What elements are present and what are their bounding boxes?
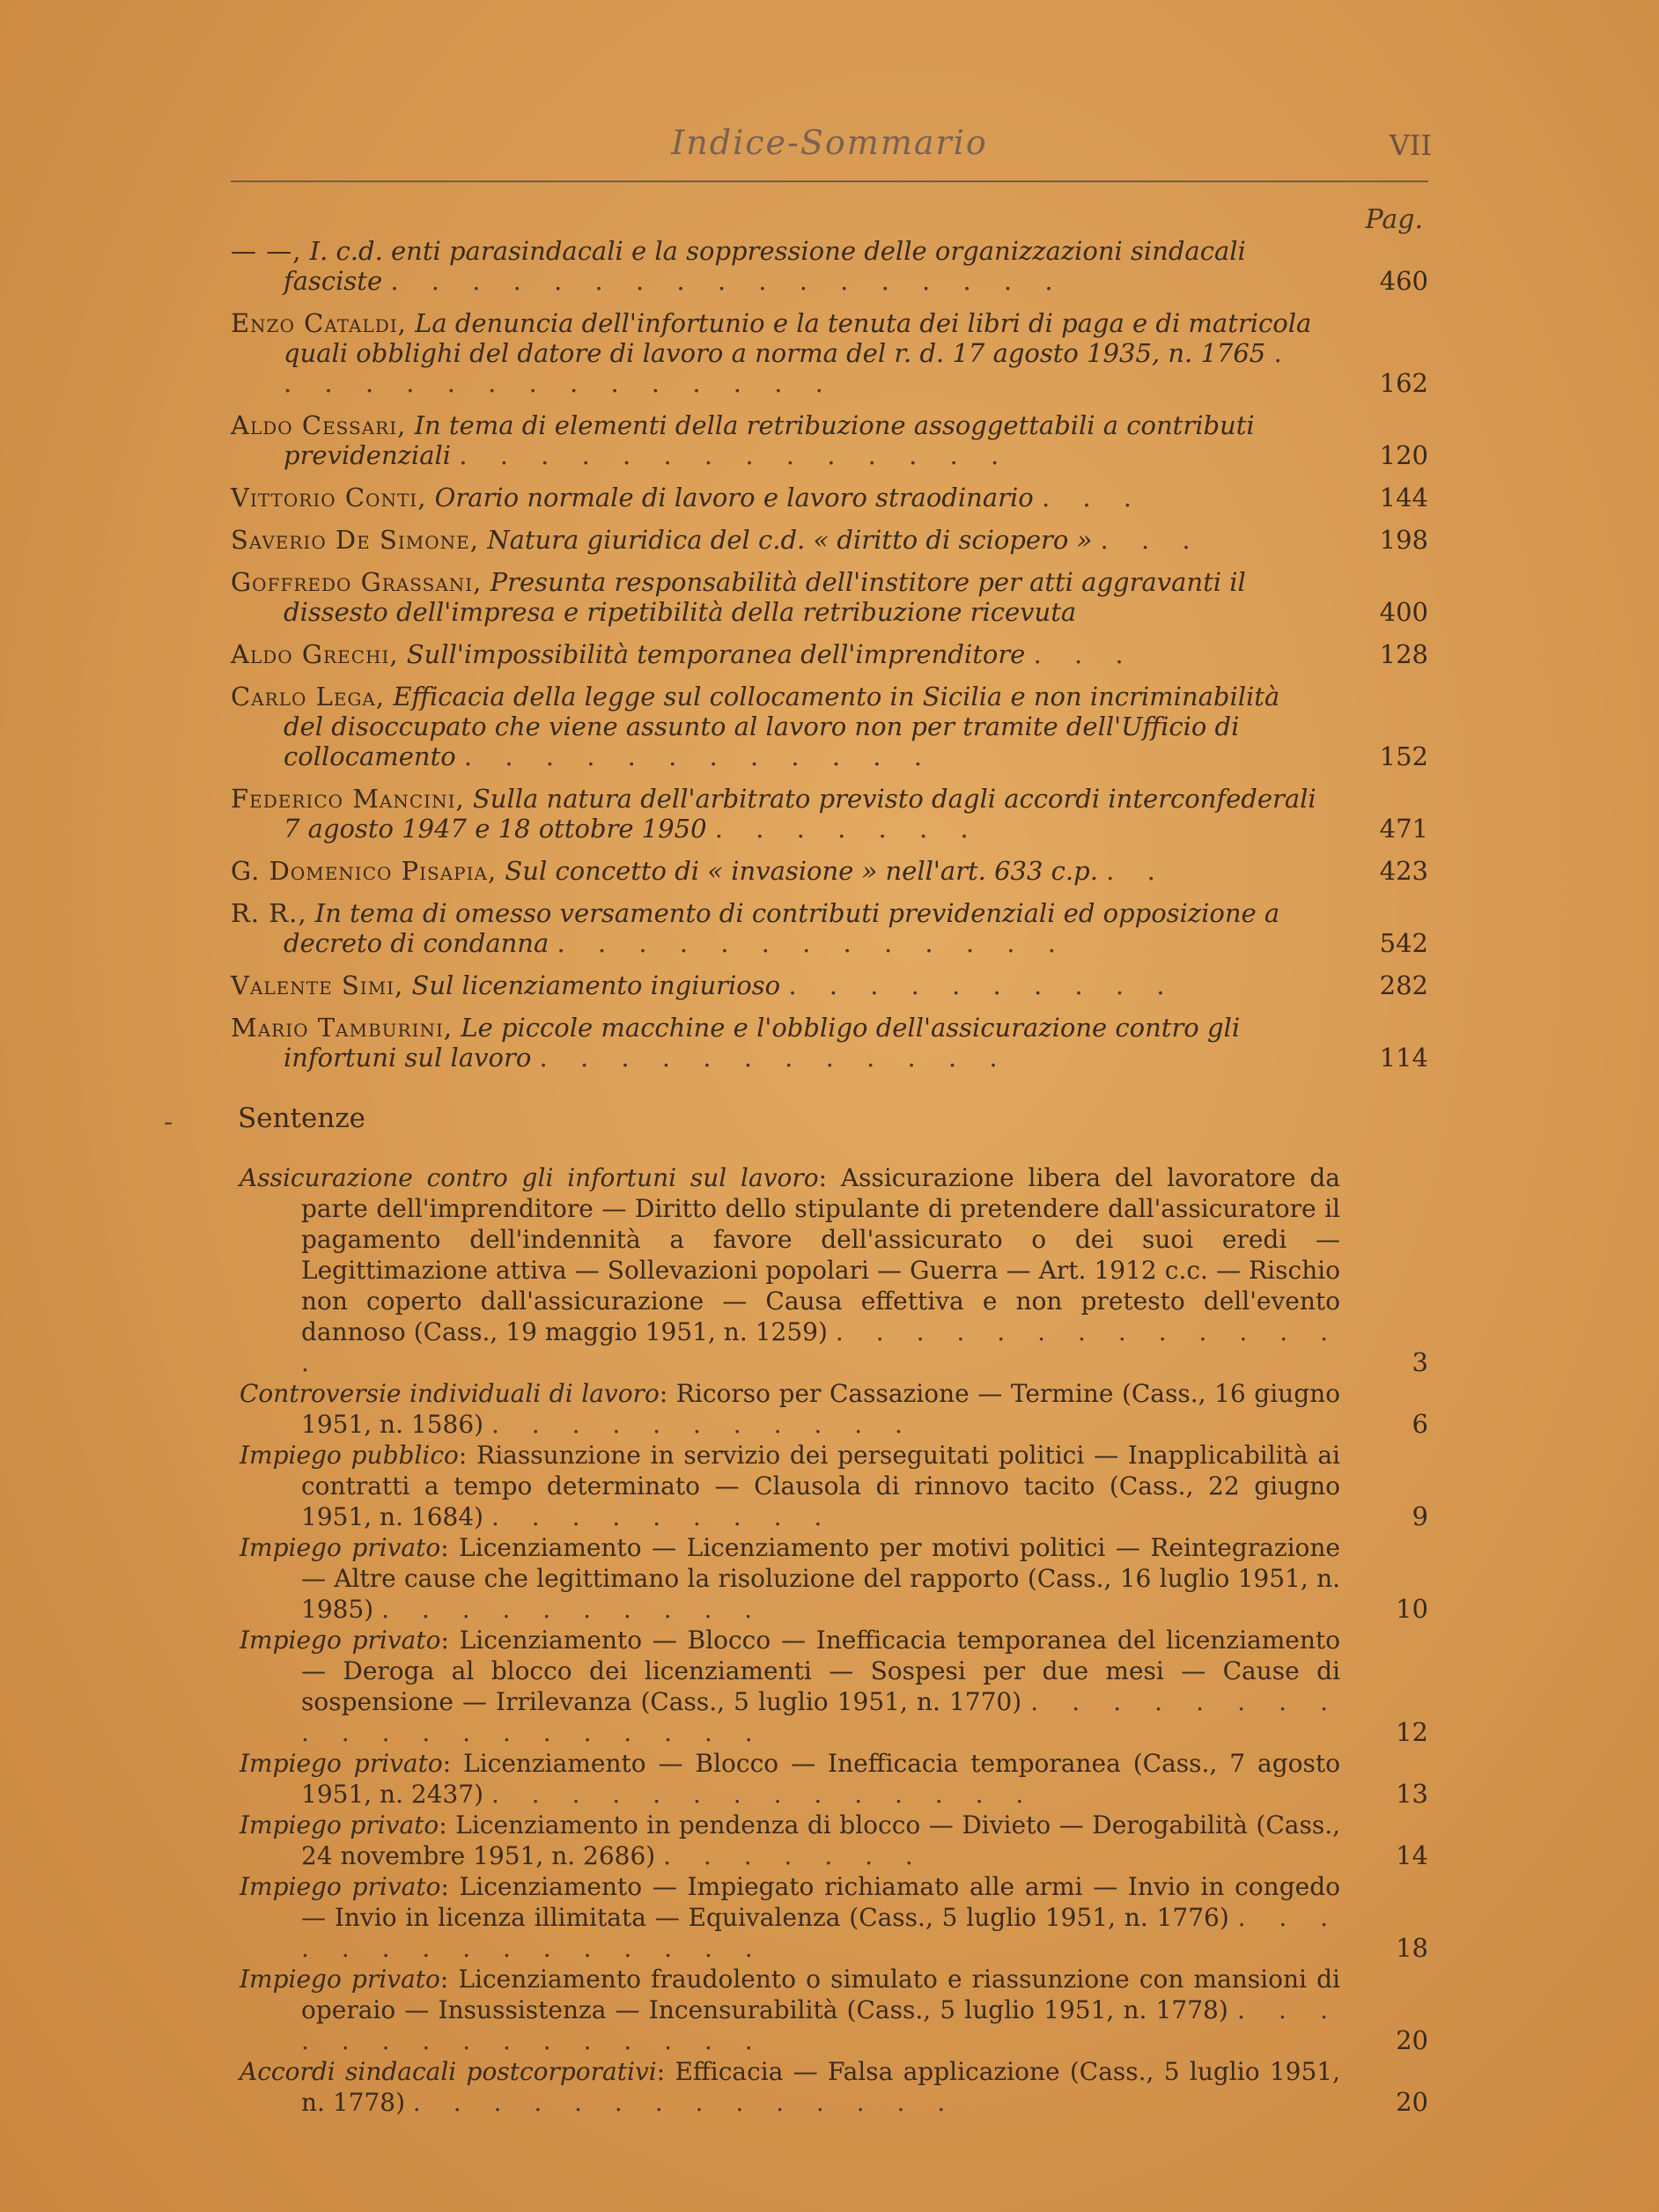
article-author: Valente Simi, bbox=[231, 970, 404, 1000]
articles-list bbox=[231, 236, 1428, 1085]
sentence-page: 13 bbox=[1396, 1779, 1428, 1809]
sentence-subject: Assicurazione contro gli infortuni sul lavoro bbox=[240, 1163, 819, 1192]
article-title: Orario normale di lavoro e lavoro straodinario bbox=[434, 483, 1034, 512]
header-rule bbox=[231, 181, 1428, 182]
article-page: 471 bbox=[1379, 814, 1428, 844]
sentence-subject: Impiego privato bbox=[240, 1749, 443, 1778]
article-author: Saverio De Simone, bbox=[231, 525, 479, 555]
article-title: Sulla natura dell'arbitrato previsto dagli accordi interconfederali 7 agosto 1947 e 18 ottobre 1950 bbox=[284, 784, 1316, 844]
article-entry: — —, I. c.d. enti parasindacali e la soppressione delle organizzazioni sindacali fasciste . . . . . . . . . . . . . . . . . 460 bbox=[231, 236, 1428, 296]
article-title: Natura giuridica del c.d. « diritto di sciopero » bbox=[487, 525, 1093, 555]
article-page: 144 bbox=[1379, 483, 1428, 512]
sentence-text: : Licenziamento fraudolento o simulato e riassunzione con mansioni di operaio — Insussistenza — Incensurabilità (Cass., 5 luglio 1951, n. 1778) bbox=[301, 1965, 1340, 2024]
sentence-text: : Licenziamento in pendenza di blocco — Divieto — Derogabilità (Cass., 24 novembre 1951, n. 2686) bbox=[301, 1810, 1340, 1870]
sentence-text: : Licenziamento — Impiegato richiamato alle armi — Invio in congedo — Invio in licenza illimitata — Equivalenza (Cass., 5 luglio 1951, n. 1776) bbox=[301, 1872, 1340, 1932]
article-page: 423 bbox=[1379, 856, 1428, 886]
article-page: 128 bbox=[1379, 639, 1428, 669]
article-page: 460 bbox=[1379, 266, 1428, 296]
sentence-subject: Controversie individuali di lavoro bbox=[240, 1379, 660, 1408]
article-title: Sul concetto di « invasione » nell'art. 633 c.p. bbox=[505, 856, 1098, 886]
sentence-text: : Riassunzione in servizio dei perseguitati politici — Inapplicabilità ai contratti a tempo determinato — Clausola di rinnovo tacito (Cass., 22 giugno 1951, n. 1684) bbox=[301, 1441, 1340, 1531]
article-author: Enzo Cataldi, bbox=[231, 308, 407, 338]
article-entry: Carlo Lega, Efficacia della legge sul collocamento in Sicilia e non incriminabilità del disoccupato che viene assunto al lavoro non per tramite dell'Ufficio di collocamento . . . . . . . . . . . . 152 bbox=[231, 682, 1428, 771]
article-title: La denuncia dell'infortunio e la tenuta dei libri di paga e di matricola quali obblighi del datore di lavoro a norma del r. d. 17 agosto 1935, n. 1765 bbox=[284, 308, 1312, 368]
sentence-page: 14 bbox=[1396, 1840, 1428, 1870]
sentence-entry: Accordi sindacali postcorporativi: Efficacia — Falsa applicazione (Cass., 5 luglio 1951, n. 1778) . . . . . . . . . . . . . . 20 bbox=[240, 2057, 1428, 2117]
sentence-subject: Impiego pubblico bbox=[240, 1441, 459, 1470]
sentence-subject: Impiego privato bbox=[240, 1626, 441, 1655]
article-title: Efficacia della legge sul collocamento in Sicilia e non incriminabilità del disoccupato che viene assunto al lavoro non per tramite dell'Ufficio di collocamento bbox=[284, 682, 1280, 771]
sentences-list bbox=[231, 1162, 1428, 2118]
sentence-page: 18 bbox=[1396, 1933, 1428, 1963]
article-title: I. c.d. enti parasindacali e la soppressione delle organizzazioni sindacali fasciste bbox=[284, 236, 1246, 296]
article-page: 400 bbox=[1379, 597, 1428, 627]
article-author: Goffredo Grassani, bbox=[231, 567, 483, 597]
article-page: 162 bbox=[1379, 368, 1428, 398]
sentence-entry: Controversie individuali di lavoro: Ricorso per Cassazione — Termine (Cass., 16 giugno 1951, n. 1586) . . . . . . . . . . . 6 bbox=[240, 1379, 1428, 1439]
article-title: In tema di elementi della retribuzione assoggettabili a contributi previdenziali bbox=[284, 410, 1255, 470]
article-page: 198 bbox=[1379, 525, 1428, 555]
sentence-text: : Assicurazione libera del lavoratore da parte dell'imprenditore — Diritto dello stipulante di pretendere dall'assicuratore il pagamento dell'indennità a favore dell'assicurato o dei suoi eredi — Legittimazione attiva — Sollevazioni popolari — Guerra — Art. 1912 c.c. — Rischio non coperto dall'assicurazione — Causa effettiva e non pretesto dell'evento dannoso (Cass., 19 maggio 1951, n. 1259) bbox=[301, 1163, 1340, 1346]
article-page: 114 bbox=[1379, 1043, 1428, 1073]
sentence-entry: Impiego pubblico: Riassunzione in servizio dei perseguitati politici — Inapplicabilità ai contratti a tempo determinato — Clausola di rinnovo tacito (Cass., 22 giugno 1951, n. 1684) . . . . . . . . . 9 bbox=[240, 1441, 1428, 1531]
sentence-entry: Impiego privato: Licenziamento in pendenza di blocco — Divieto — Derogabilità (Cass., 24 novembre 1951, n. 2686) . . . . . . . 14 bbox=[240, 1810, 1428, 1870]
sentence-page: 20 bbox=[1396, 2025, 1428, 2055]
sentence-page: 10 bbox=[1396, 1594, 1428, 1624]
article-entry: Aldo Cessari, In tema di elementi della retribuzione assoggettabili a contributi previdenziali . . . . . . . . . . . . . . 120 bbox=[231, 410, 1428, 470]
sentence-subject: Impiego privato bbox=[240, 1533, 441, 1562]
sentence-page: 9 bbox=[1412, 1501, 1428, 1531]
article-title: In tema di omesso versamento di contributi previdenziali ed opposizione a decreto di condanna bbox=[284, 898, 1280, 958]
sentence-text: : Licenziamento — Blocco — Inefficacia temporanea (Cass., 7 agosto 1951, n. 2437) bbox=[301, 1749, 1340, 1809]
article-title: Sull'impossibilità temporanea dell'imprenditore bbox=[406, 639, 1026, 669]
article-entry: G. Domenico Pisapia, Sul concetto di « invasione » nell'art. 633 c.p. . . 423 bbox=[231, 856, 1428, 886]
article-entry: Mario Tamburini, Le piccole macchine e l'obbligo dell'assicurazione contro gli infortuni sul lavoro . . . . . . . . . . . . 114 bbox=[231, 1013, 1428, 1073]
article-entry bbox=[231, 567, 1428, 627]
article-author: Mario Tamburini, bbox=[231, 1013, 453, 1043]
running-header-page-number: VII bbox=[1389, 129, 1432, 162]
article-author: R. R., bbox=[231, 898, 307, 928]
article-author: — —, bbox=[231, 236, 302, 266]
article-entry: Enzo Cataldi, La denuncia dell'infortunio e la tenuta dei libri di paga e di matricola quali obblighi del datore di lavoro a norma del r. d. 17 agosto 1935, n. 1765 . . . . . . . . . . . . . . . 162 bbox=[231, 308, 1428, 398]
article-title: Presunta responsabilità dell'institore per atti aggravanti il dissesto dell'impresa e ripetibilità della retribuzione ricevuta bbox=[284, 567, 1246, 627]
sentence-entry: Impiego privato: Licenziamento — Licenziamento per motivi politici — Reintegrazione — Altre cause che legittimano la risoluzione del rapporto (Cass., 16 luglio 1951, n. 1985) . . . . . . . . . . 10 bbox=[240, 1533, 1428, 1624]
sentence-text: : Licenziamento — Licenziamento per motivi politici — Reintegrazione — Altre cause che legittimano la risoluzione del rapporto (Cass., 16 luglio 1951, n. 1985) bbox=[301, 1533, 1340, 1624]
sentence-text: : Efficacia — Falsa applicazione (Cass., 5 luglio 1951, n. 1778) bbox=[301, 2057, 1341, 2117]
article-title: Le piccole macchine e l'obbligo dell'assicurazione contro gli infortuni sul lavoro bbox=[284, 1013, 1241, 1073]
sentence-text: : Ricorso per Cassazione — Termine (Cass., 16 giugno 1951, n. 1586) bbox=[301, 1379, 1341, 1439]
article-entry: Valente Simi, Sul licenziamento ingiurioso . . . . . . . . . . 282 bbox=[231, 970, 1428, 1000]
article-author: Federico Mancini, bbox=[231, 784, 465, 814]
article-author: Vittorio Conti, bbox=[231, 483, 427, 512]
sentence-text: : Licenziamento — Blocco — Inefficacia temporanea del licenziamento — Deroga al blocco dei licenziamenti — Sospesi per due mesi — Cause di sospensione — Irrilevanza (Cass., 5 luglio 1951, n. 1770) bbox=[301, 1626, 1340, 1716]
article-title: Sul licenziamento ingiurioso bbox=[411, 970, 781, 1000]
sentence-page: 20 bbox=[1396, 2087, 1428, 2117]
article-entry: Aldo Grechi, Sull'impossibilità temporanea dell'imprenditore . . . 128 bbox=[231, 639, 1428, 669]
article-entry: Saverio De Simone, Natura giuridica del c.d. « diritto di sciopero » . . . 198 bbox=[231, 525, 1428, 555]
sentence-subject: Impiego privato bbox=[240, 1810, 439, 1840]
section-heading: Sentenze bbox=[238, 1102, 365, 1134]
sentence-entry: Impiego privato: Licenziamento fraudolento o simulato e riassunzione con mansioni di operaio — Insussistenza — Incensurabilità (Cass., 5 luglio 1951, n. 1778) . . . . . . . . . . . . . . . 20 bbox=[240, 1965, 1428, 2055]
sentence-page: 12 bbox=[1396, 1717, 1428, 1747]
sentence-entry: Impiego privato: Licenziamento — Blocco — Inefficacia temporanea del licenziamento — Deroga al blocco dei licenziamenti — Sospesi per due mesi — Cause di sospensione — Irrilevanza (Cass., 5 luglio 1951, n. 1770) . . . . . . . . . . . . . . . . . . . . 12 bbox=[240, 1626, 1428, 1747]
pag-column-label: Pag. bbox=[1365, 204, 1423, 235]
sentence-subject: Accordi sindacali postcorporativi bbox=[240, 2057, 657, 2086]
running-header-title: Indice-Sommario bbox=[671, 123, 988, 162]
sentence-page: 6 bbox=[1412, 1409, 1428, 1439]
margin-mark: - bbox=[164, 1107, 173, 1138]
article-page: 152 bbox=[1379, 741, 1428, 771]
article-author: Aldo Grechi, bbox=[231, 639, 399, 669]
sentence-entry: Assicurazione contro gli infortuni sul lavoro: Assicurazione libera del lavoratore da parte dell'imprenditore — Diritto dello stipulante di pretendere dall'assicuratore il pagamento dell'indennità a favore dell'assicurato o dei suoi eredi — Legittimazione attiva — Sollevazioni popolari — Guerra — Art. 1912 c.c. — Rischio non coperto dall'assicurazione — Causa effettiva e non pretesto dell'evento dannoso (Cass., 19 maggio 1951, n. 1259) . . . . . . . . . . . . . . 3 bbox=[240, 1163, 1428, 1377]
sentence-page: 3 bbox=[1412, 1347, 1428, 1377]
article-author: Carlo Lega, bbox=[231, 682, 386, 712]
sentence-entry: Impiego privato: Licenziamento — Impiegato richiamato alle armi — Invio in congedo — Invio in licenza illimitata — Equivalenza (Cass., 5 luglio 1951, n. 1776) . . . . . . . . . . . . . . . 18 bbox=[240, 1872, 1428, 1963]
article-page: 120 bbox=[1379, 440, 1428, 470]
sentence-entry: Impiego privato: Licenziamento — Blocco — Inefficacia temporanea (Cass., 7 agosto 1951, n. 2437) . . . . . . . . . . . . . . 13 bbox=[240, 1749, 1428, 1809]
article-entry: Vittorio Conti, Orario normale di lavoro e lavoro straodinario . . . 144 bbox=[231, 483, 1428, 512]
sentence-subject: Impiego privato bbox=[240, 1872, 441, 1901]
article-entry: R. R., In tema di omesso versamento di contributi previdenziali ed opposizione a decreto di condanna . . . . . . . . . . . . . 542 bbox=[231, 898, 1428, 958]
article-page: 282 bbox=[1379, 970, 1428, 1000]
sentence-subject: Impiego privato bbox=[240, 1965, 440, 1994]
article-author: Aldo Cessari, bbox=[231, 410, 407, 440]
article-page: 542 bbox=[1379, 928, 1428, 958]
article-author: G. Domenico Pisapia, bbox=[231, 856, 498, 886]
article-entry: Federico Mancini, Sulla natura dell'arbitrato previsto dagli accordi interconfederali 7 agosto 1947 e 18 ottobre 1950 . . . . . . . 471 bbox=[231, 784, 1428, 844]
